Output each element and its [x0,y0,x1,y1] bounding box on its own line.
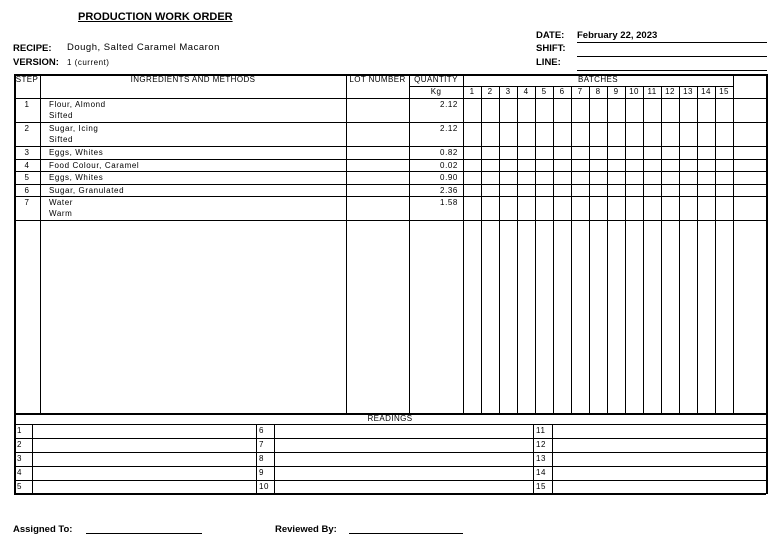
readings-header: READINGS [367,414,413,423]
step-number: 3 [24,148,30,157]
reading-number: 15 [536,482,547,491]
reading-entry-field[interactable] [276,425,531,437]
ingredient-name: Eggs, Whites [49,148,104,157]
lot-header: LOT NUMBER [349,75,406,84]
reading-entry-field[interactable] [34,467,254,479]
ingredient-name: Food Colour, Caramel [49,160,140,170]
ingredient-method: Warm [49,209,73,218]
quantity-value: 2.12 [440,100,458,109]
reading-entry-field[interactable] [554,467,764,479]
row-divider [14,171,766,172]
reading-number: 1 [17,426,23,435]
reading-number: 11 [536,426,546,435]
quantity-value: 2.36 [440,185,458,195]
reading-number: 6 [259,426,265,435]
line-label: LINE: [536,57,561,68]
reading-number: 5 [17,482,23,491]
quantity-header: QUANTITY [414,75,458,84]
batch-column-divider [679,86,680,413]
reading-entry-field[interactable] [554,439,764,451]
header-bottom-line [14,98,766,99]
reading-number: 7 [259,440,265,449]
line-field[interactable] [577,70,767,71]
batch-number: 3 [505,87,511,96]
reading-entry-field[interactable] [34,453,254,465]
batch-column-divider [535,86,536,413]
reading-entry-field[interactable] [34,481,254,493]
readings-divider [552,424,553,494]
quantity-value: 0.82 [440,148,458,157]
readings-bottom-border [14,493,766,495]
batch-number: 13 [683,87,693,96]
unit-header: Kg [430,87,442,96]
reading-entry-field[interactable] [276,481,531,493]
assigned-label: Assigned To: [13,524,73,535]
step-number: 1 [24,100,30,109]
batch-column-divider [481,86,482,413]
row-divider [14,184,766,185]
reading-entry-field[interactable] [554,481,764,493]
step-number: 5 [24,173,30,182]
row-divider [14,146,766,147]
quantity-value: 0.02 [440,160,458,170]
ingredient-method: Sifted [49,111,74,120]
reading-number: 2 [17,440,23,449]
batches-header: BATCHES [578,75,618,84]
batch-number: 14 [701,87,711,96]
batch-number: 5 [541,87,547,96]
batch-number: 1 [469,87,475,96]
batch-column-divider [643,86,644,413]
batch-number: 10 [629,87,639,96]
row-divider [14,196,766,197]
step-number: 2 [24,124,30,133]
readings-divider [274,424,275,494]
batch-number: 2 [487,87,493,96]
reading-entry-field[interactable] [34,425,254,437]
table-left-border [14,74,16,494]
table-right-border [766,74,768,494]
quantity-value: 2.12 [440,124,458,133]
reading-number: 3 [17,454,23,463]
reviewed-field[interactable] [349,533,463,534]
reviewed-label: Reviewed By: [275,524,337,535]
batch-number: 11 [647,87,657,96]
ingredient-name: Eggs, Whites [49,173,104,182]
reading-number: 12 [536,440,547,449]
column-divider [40,74,41,413]
batch-number: 9 [613,87,619,96]
recipe-value: Dough, Salted Caramel Macaron [67,42,220,53]
step-number: 7 [24,198,30,207]
reading-number: 10 [259,482,270,491]
reading-entry-field[interactable] [554,425,764,437]
row-divider [14,122,766,123]
quantity-value: 1.58 [440,198,458,207]
readings-divider [533,424,534,494]
shift-field[interactable] [577,56,767,57]
reading-entry-field[interactable] [276,467,531,479]
reading-entry-field[interactable] [554,453,764,465]
version-label: VERSION: [13,57,59,68]
ingredient-name: Sugar, Granulated [49,185,125,195]
date-value: February 22, 2023 [577,30,658,41]
column-divider [346,74,347,413]
ingredient-method: Sifted [49,135,74,144]
assigned-field[interactable] [86,533,202,534]
reading-number: 4 [17,468,23,477]
batch-column-divider [607,86,608,413]
batch-number: 12 [665,87,675,96]
shift-label: SHIFT: [536,43,566,54]
batch-column-divider [571,86,572,413]
step-number: 4 [24,160,30,170]
step-number: 6 [24,185,30,195]
batch-end-divider [733,74,734,413]
ingredient-name: Flour, Almond [49,100,106,109]
reading-entry-field[interactable] [276,453,531,465]
batch-column-divider [625,86,626,413]
ingredients-header: INGREDIENTS AND METHODS [130,75,256,84]
readings-divider [32,424,33,494]
batch-number: 15 [719,87,729,96]
reading-number: 8 [259,454,265,463]
batch-number: 6 [559,87,565,96]
batch-column-divider [589,86,590,413]
batch-column-divider [715,86,716,413]
batch-column-divider [517,86,518,413]
batch-number: 8 [595,87,601,96]
batch-column-divider [499,86,500,413]
column-divider [463,74,464,413]
date-underline [577,42,767,43]
reading-number: 13 [536,454,547,463]
quantity-value: 0.90 [440,173,458,182]
date-label: DATE: [536,30,565,41]
reading-number: 9 [259,468,265,477]
batch-column-divider [553,86,554,413]
batch-column-divider [661,86,662,413]
batch-column-divider [697,86,698,413]
ingredient-name: Sugar, Icing [49,124,99,133]
reading-entry-field[interactable] [34,439,254,451]
version-value: 1 (current) [67,58,110,67]
ingredient-name: Water [49,198,74,207]
batch-number: 7 [577,87,583,96]
batch-number: 4 [523,87,529,96]
recipe-label: RECIPE: [13,43,52,54]
readings-divider [256,424,257,494]
reading-entry-field[interactable] [276,439,531,451]
reading-number: 14 [536,468,547,477]
step-header: STEP [15,75,39,84]
row-divider [14,220,766,221]
page-title: PRODUCTION WORK ORDER [78,11,233,23]
